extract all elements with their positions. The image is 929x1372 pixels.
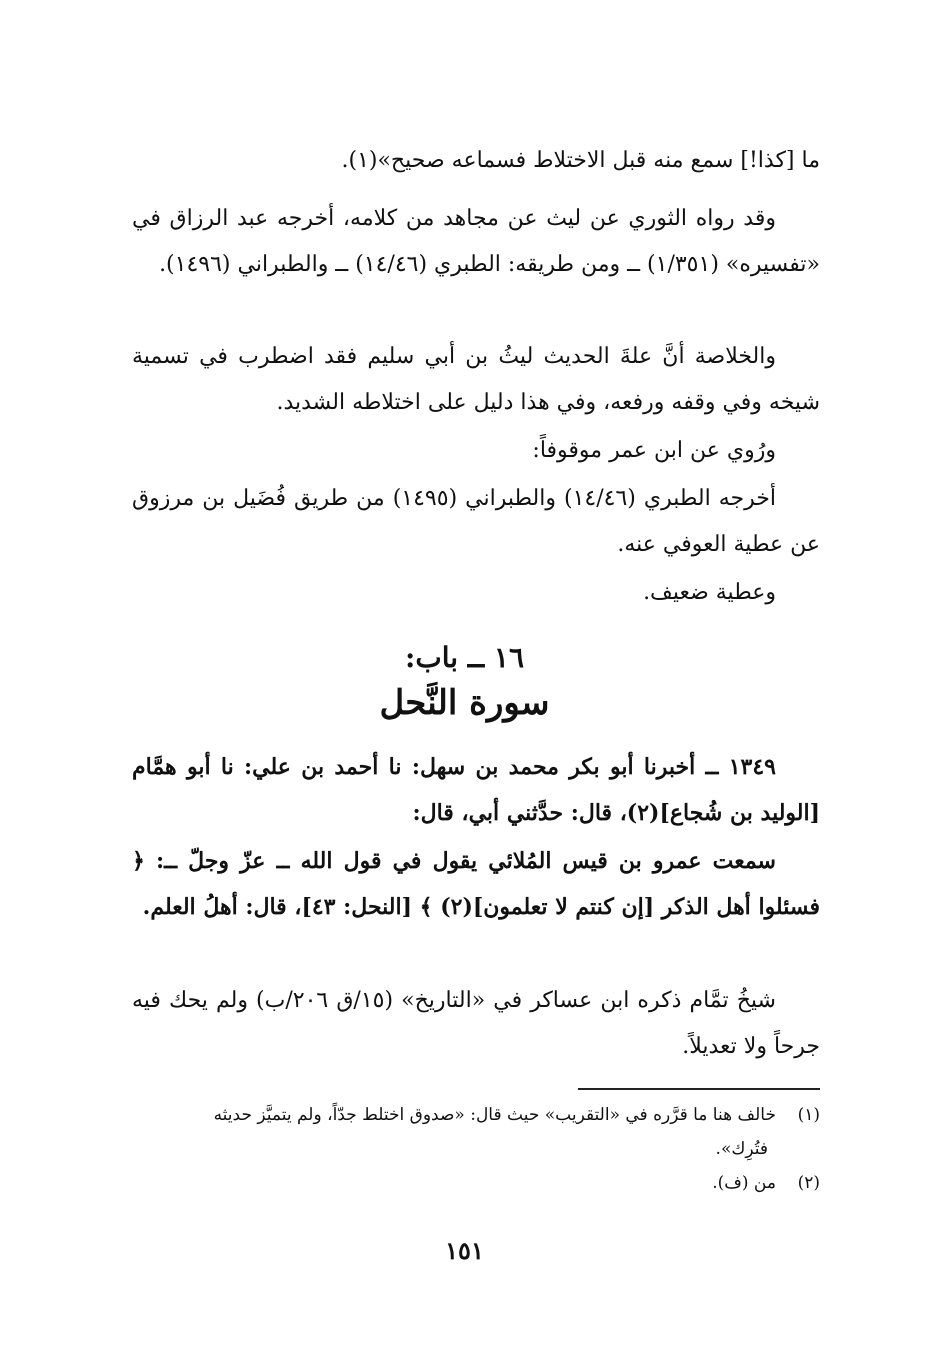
footnote-1-continuation: فتُرِك».: [715, 1139, 768, 1159]
hadith-isnad: ١٣٤٩ ــ أخبرنا أبو بكر محمد بن سهل: نا أحمد بن علي: نا أبو همَّام [الوليد بن شُجاع](٢)، قال: حدَّثني أبي، قال:: [132, 754, 820, 826]
chapter-number: ١٦ ــ باب:: [405, 641, 524, 674]
paragraph-atiyya: وعطية ضعيف.: [643, 580, 776, 605]
footnote-1: [132, 1098, 820, 1132]
footnote-number: (١): [797, 1105, 820, 1125]
chapter-title: سورة النَّحل: [379, 683, 550, 723]
paragraph-conclusion: والخلاصة أنَّ علةَ الحديث ليثُ بن أبي سليم فقد اضطرب في تسمية شيخه وفي وقفه ورفعه، وفي هذا دليل على اختلاطه الشديد.: [132, 344, 820, 415]
paragraph-shaykh-tammam: شيخُ تمَّام ذكره ابن عساكر في «التاريخ» (١٥/ق ٢٠٦/ب) ولم يحك فيه جرحاً ولا تعديلاً.: [132, 988, 820, 1059]
footnote-text: من (ف).: [712, 1173, 776, 1193]
footnote-2: [132, 1166, 820, 1200]
paragraph-ibn-umar: ورُوي عن ابن عمر موقوفاً:: [532, 438, 776, 463]
footnotes: [132, 1098, 820, 1200]
hadith-matn: سمعت عمرو بن قيس المُلائي يقول في قول الله ــ عزّ وجلّ ــ: ﴿ فسئلوا أهل الذكر [إن كنتم لا تعلمون](٢) ﴾ [النحل: ٤٣]، قال: أهلُ العلم.: [132, 848, 820, 920]
footnote-separator: [578, 1088, 820, 1090]
paragraph-takhrij: أخرجه الطبري (١٤/٤٦) والطبراني (١٤٩٥) من طريق فُضَيل بن مرزوق عن عطية العوفي عنه.: [132, 486, 820, 557]
paragraph-thawri-narration: وقد رواه الثوري عن ليث عن مجاهد من كلامه، أخرجه عبد الرزاق في «تفسيره» (١/٣٥١) ــ ومن طريقه: الطبري (١٤/٤٦) ــ والطبراني (١٤٩٦).: [132, 206, 820, 277]
footnote-text: خالف هنا ما قرَّره في «التقريب» حيث قال: «صدوق اختلط جدّاً، ولم يتميَّز حديثه: [213, 1105, 776, 1125]
footnote-number: (٢): [797, 1173, 820, 1193]
page-number: ١٥١: [445, 1236, 484, 1265]
paragraph-continuation: ما [كذا!] سمع منه قبل الاختلاط فسماعه صحيح»(١).: [341, 148, 820, 173]
